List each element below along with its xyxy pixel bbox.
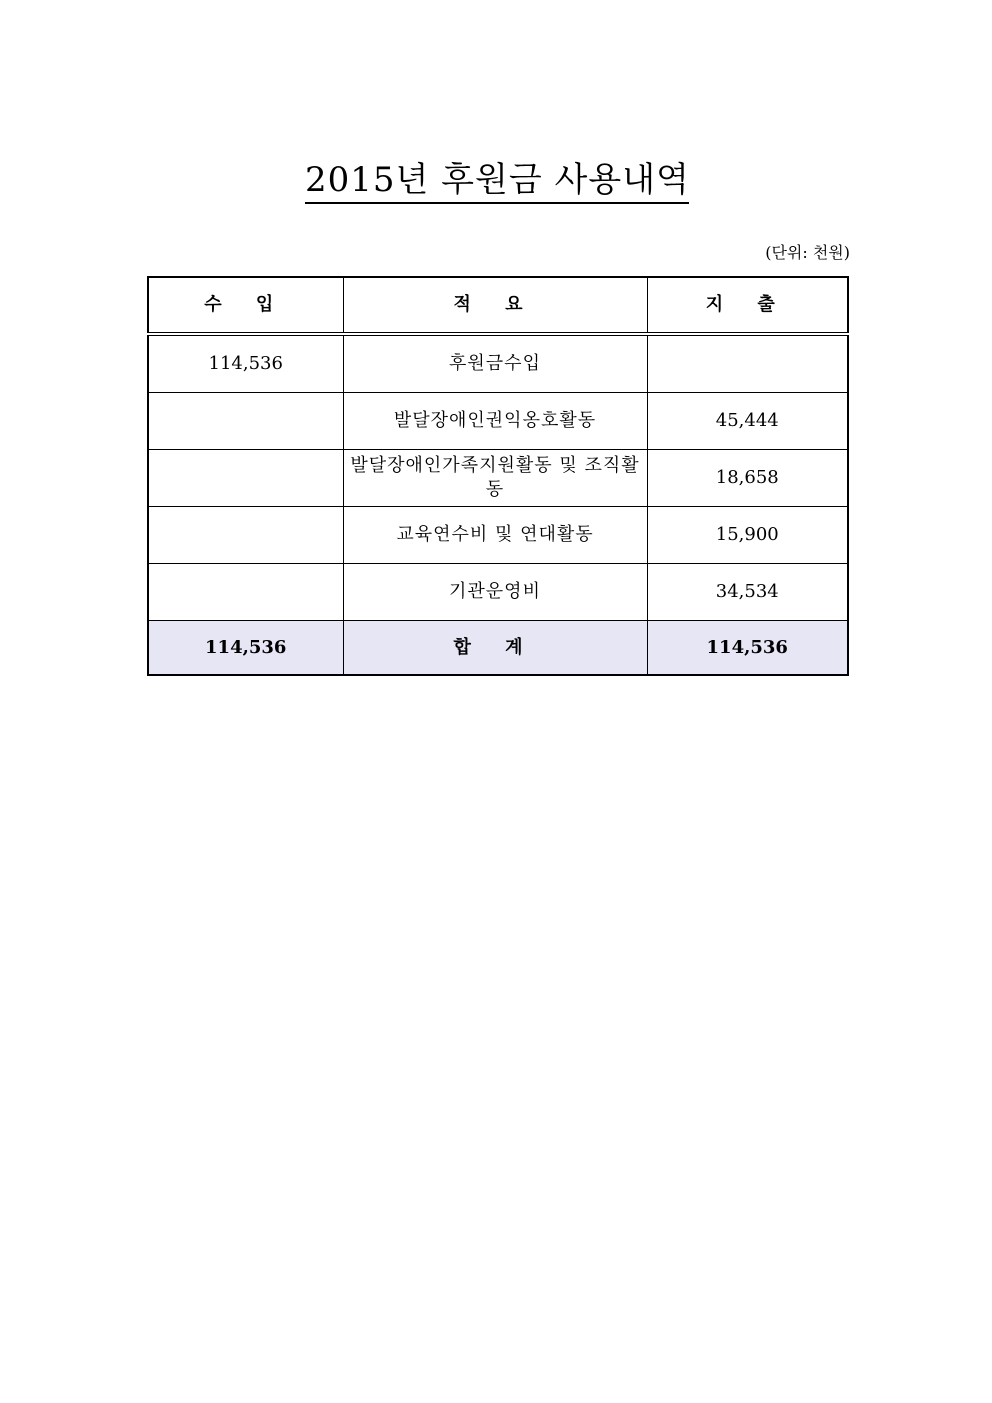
row-income	[148, 450, 343, 507]
row-income	[148, 507, 343, 564]
row-expense: 34,534	[647, 564, 848, 621]
header-description: 적 요	[343, 277, 647, 334]
row-expense	[647, 334, 848, 393]
table-header-row	[148, 277, 848, 334]
row-description: 발달장애인가족지원활동 및 조직활동	[343, 450, 647, 507]
row-expense: 18,658	[647, 450, 848, 507]
unit-note: (단위: 천원)	[765, 243, 850, 262]
row-description: 발달장애인권익옹호활동	[343, 393, 647, 450]
table-row	[148, 450, 848, 507]
total-expense: 114,536	[647, 621, 848, 676]
row-income: 114,536	[148, 334, 343, 393]
row-description: 교육연수비 및 연대활동	[343, 507, 647, 564]
row-expense: 45,444	[647, 393, 848, 450]
table-row	[148, 564, 848, 621]
donation-usage-table	[147, 276, 849, 676]
row-expense: 15,900	[647, 507, 848, 564]
document-title: 2015년 후원금 사용내역	[305, 160, 689, 204]
row-income	[148, 564, 343, 621]
header-income: 수 입	[148, 277, 343, 334]
table-row	[148, 507, 848, 564]
total-label: 합 계	[343, 621, 647, 676]
header-expense: 지 출	[647, 277, 848, 334]
row-description: 기관운영비	[343, 564, 647, 621]
row-income	[148, 393, 343, 450]
total-income: 114,536	[148, 621, 343, 676]
table-total-row	[148, 621, 848, 676]
row-description: 후원금수입	[343, 334, 647, 393]
table-row	[148, 393, 848, 450]
table-row	[148, 334, 848, 393]
